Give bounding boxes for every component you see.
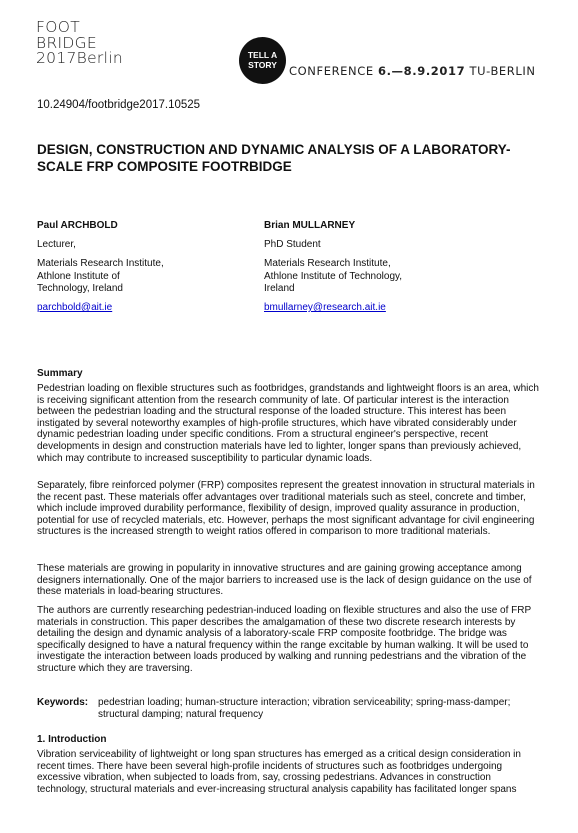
badge-line-1: TELL A	[247, 50, 278, 60]
conference-banner	[289, 64, 536, 78]
author-affiliation-line: Athlone Institute of	[37, 270, 120, 282]
author-block-1	[37, 220, 164, 314]
summary-paragraph-4: The authors are currently researching pedestrian-induced loading on flexible structures and also the use of FRP materials in construction. This paper describes the amalgamation of these two discrete research interests by detailing the design and dynamic analysis of a laboratory-scale FRP composite footbridge. The bridge was specifically designed to have a natural frequency within the range excitable by human walking. It will be used to investigate the interaction between loads produced by walking and running pedestrians and the vibration of the structure which they are traversing.	[37, 605, 531, 674]
doi: 10.24904/footbridge2017.10525	[37, 99, 201, 111]
author-affiliation-line: Ireland	[264, 282, 295, 294]
tell-a-story-badge	[239, 37, 286, 84]
summary-heading: Summary	[37, 368, 83, 379]
logo-line-3: 2017Berlin	[36, 49, 123, 67]
author-role: PhD Student	[264, 239, 321, 251]
introduction-paragraph: Vibration serviceability of lightweight or long span structures has emerged as a critical design consideration in recent times. There have been several high-profile incidents of structures such as footbridges undergoing excessive vibration, when subjected to loads from, say, crossing pedestrians. Advances in construction technology, structural materials and ever-increasing structural analysis capability has facilitated longer spans	[37, 749, 521, 795]
introduction-heading: 1. Introduction	[37, 734, 107, 745]
summary-paragraph-2: Separately, fibre reinforced polymer (FRP) composites represent the greatest innovation in structural materials in the recent past. These materials offer advantages over traditional materials such as steel, concrete and timber, which include improved durability performance, flexibility of design, improved quality assurance in production, potential for use of recycled materials, etc. However, perhaps the most significant advantage for civil engineering structures is the increased strength to weight ratios offered in comparison to more traditional materials.	[37, 480, 535, 538]
author-affiliation-line: Materials Research Institute,	[37, 258, 164, 270]
summary-paragraph-1: Pedestrian loading on flexible structures such as footbridges, grandstands and lightweight floors is an area, which is receiving significant attention from the research community of late. Of particular interest is the interaction between the pedestrian loading and the structural response of the loaded structure. This interest has been instigated by several noteworthy examples of high-profile structures, which have vibrated considerably under dynamic pedestrian loading under specific conditions. From a structural engineer's perspective, recent developments in design and construction materials have led to lighter, longer spans than previously achieved, which may contribute to increased susceptibility to particular dynamic loads.	[37, 383, 539, 464]
paper-title: DESIGN, CONSTRUCTION AND DYNAMIC ANALYSIS OF A LABORATORY-SCALE FRP COMPOSITE FOOTRBIDGE	[37, 142, 511, 174]
summary-paragraph-3: These materials are growing in popularity in innovative structures and are gaining growing acceptance among designers internationally. One of the major barriers to increased use is the lack of design guidance on the use of these materials in load-bearing structures.	[37, 563, 532, 598]
conference-prefix: CONFERENCE	[289, 64, 378, 78]
author-affiliation-line: Materials Research Institute,	[264, 258, 391, 270]
author-block-2	[264, 220, 402, 314]
logo-line-1: FOOT	[36, 18, 80, 36]
author-role: Lecturer,	[37, 239, 76, 251]
footbridge-logo	[36, 20, 123, 67]
author-affiliation-line: Technology, Ireland	[37, 282, 123, 294]
author-name: Brian MULLARNEY	[264, 220, 356, 231]
author-affiliation-line: Athlone Institute of Technology,	[264, 270, 403, 282]
conference-dates: 6.—8.9.2017	[377, 64, 466, 78]
keywords-label: Keywords:	[37, 697, 89, 708]
badge-line-2: STORY	[248, 60, 277, 70]
conference-suffix: TU-BERLIN	[465, 64, 536, 78]
keywords-text: pedestrian loading; human-structure interaction; vibration serviceability; spring-mass-damper; structural damping; natural frequency	[98, 697, 511, 720]
logo-line-2: BRIDGE	[36, 33, 98, 52]
author-email-link[interactable]: bmullarney@research.ait.ie	[264, 302, 386, 314]
author-name: Paul ARCHBOLD	[37, 220, 118, 231]
author-email-link[interactable]: parchbold@ait.ie	[37, 302, 113, 314]
